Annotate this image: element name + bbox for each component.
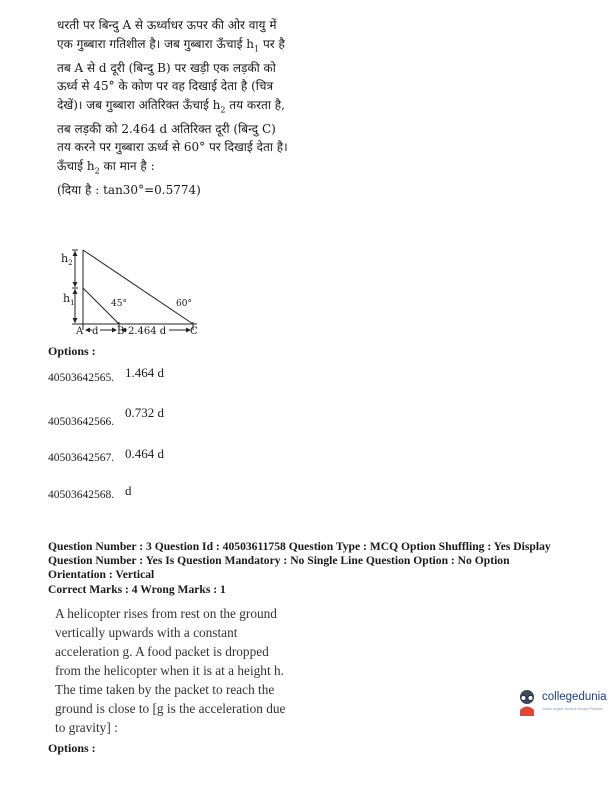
logo-wordmark: collegedunia: [542, 691, 607, 703]
question-line: एक गुब्बारा गतिशील है। जब गुब्बारा ऊँचाई $h_1$ पर है: [57, 36, 285, 53]
collegedunia-logo: [514, 688, 607, 720]
question-line: ऊँचाई $h_2$ का मान है :: [57, 158, 155, 176]
distance-2464d-label: 2.464 d: [128, 326, 167, 337]
question-line: तब A से d दूरी (बिन्दु B) पर खड़ी एक लड़की को: [57, 60, 276, 75]
options-heading: Options :: [48, 344, 96, 358]
angle-45-label: 45°: [111, 299, 127, 309]
mascot-icon: [514, 688, 540, 718]
point-c-label: C: [190, 326, 198, 337]
question-line: acceleration g. A food packet is dropped: [55, 644, 269, 659]
question-line: तय करने पर गुब्बारा ऊर्ध्व से 60° पर दिखाई देता है।: [57, 140, 288, 155]
question-line: (दिया है : tan30°=0.5774): [57, 182, 201, 197]
question-line: to gravity] :: [55, 720, 118, 735]
point-a-label: A: [76, 326, 84, 337]
english-question-text: [55, 604, 300, 737]
angle-60-label: 60°: [176, 299, 192, 309]
balloon-geometry-diagram: [55, 246, 215, 340]
question-line: ऊर्ध्व से 45° के कोण पर वह दिखाई देता है (चित्र: [57, 79, 274, 94]
question-line: from the helicopter when it is at a height h.: [55, 663, 284, 678]
point-b-label: B: [117, 326, 125, 337]
logo-tagline: India's largest Student Review Platform: [542, 707, 603, 711]
option-id: 40503642566.: [48, 416, 115, 428]
question-line: A helicopter rises from rest on the ground: [55, 606, 277, 621]
question-line: तब लड़की को 2.464 d अतिरिक्त दूरी (बिन्दु C): [57, 121, 276, 136]
h2-label: $h_2$: [61, 252, 73, 267]
option-id: 40503642568.: [48, 489, 115, 501]
h1-label: $h_1$: [63, 292, 75, 307]
distance-d-label: d: [92, 326, 99, 337]
marks-info: Correct Marks : 4 Wrong Marks : 1: [48, 583, 226, 596]
question-line: vertically upwards with a constant: [55, 625, 238, 640]
question-line: धरती पर बिन्दु A से ऊर्ध्वाधर ऊपर की ओर वायु में: [57, 18, 277, 32]
option-id: 40503642567.: [48, 452, 115, 464]
options-heading: Options :: [48, 741, 96, 755]
option-id: 40503642565.: [48, 372, 115, 384]
option-value: 0.464 d: [125, 446, 164, 461]
question-meta: Question Number : 3 Question Id : 40503611758 Question Type : MCQ Option Shuffling : Yes Display Question Number : Yes Is Question Mandatory : No Single Line Question Option : No Option Orientation : Vertical: [48, 540, 551, 581]
option-value: d: [125, 483, 132, 498]
sightline-c: [83, 250, 193, 324]
question-line: The time taken by the packet to reach the: [55, 682, 275, 697]
hindi-question-text: [57, 16, 307, 200]
question-line: देखें)। जब गुब्बारा अतिरिक्त ऊँचाई $h_2$ तय करता है,: [57, 97, 285, 115]
option-value: 0.732 d: [125, 405, 164, 420]
option-value: 1.464 d: [125, 365, 164, 380]
question-line: ground is close to [g is the acceleration due: [55, 701, 286, 716]
